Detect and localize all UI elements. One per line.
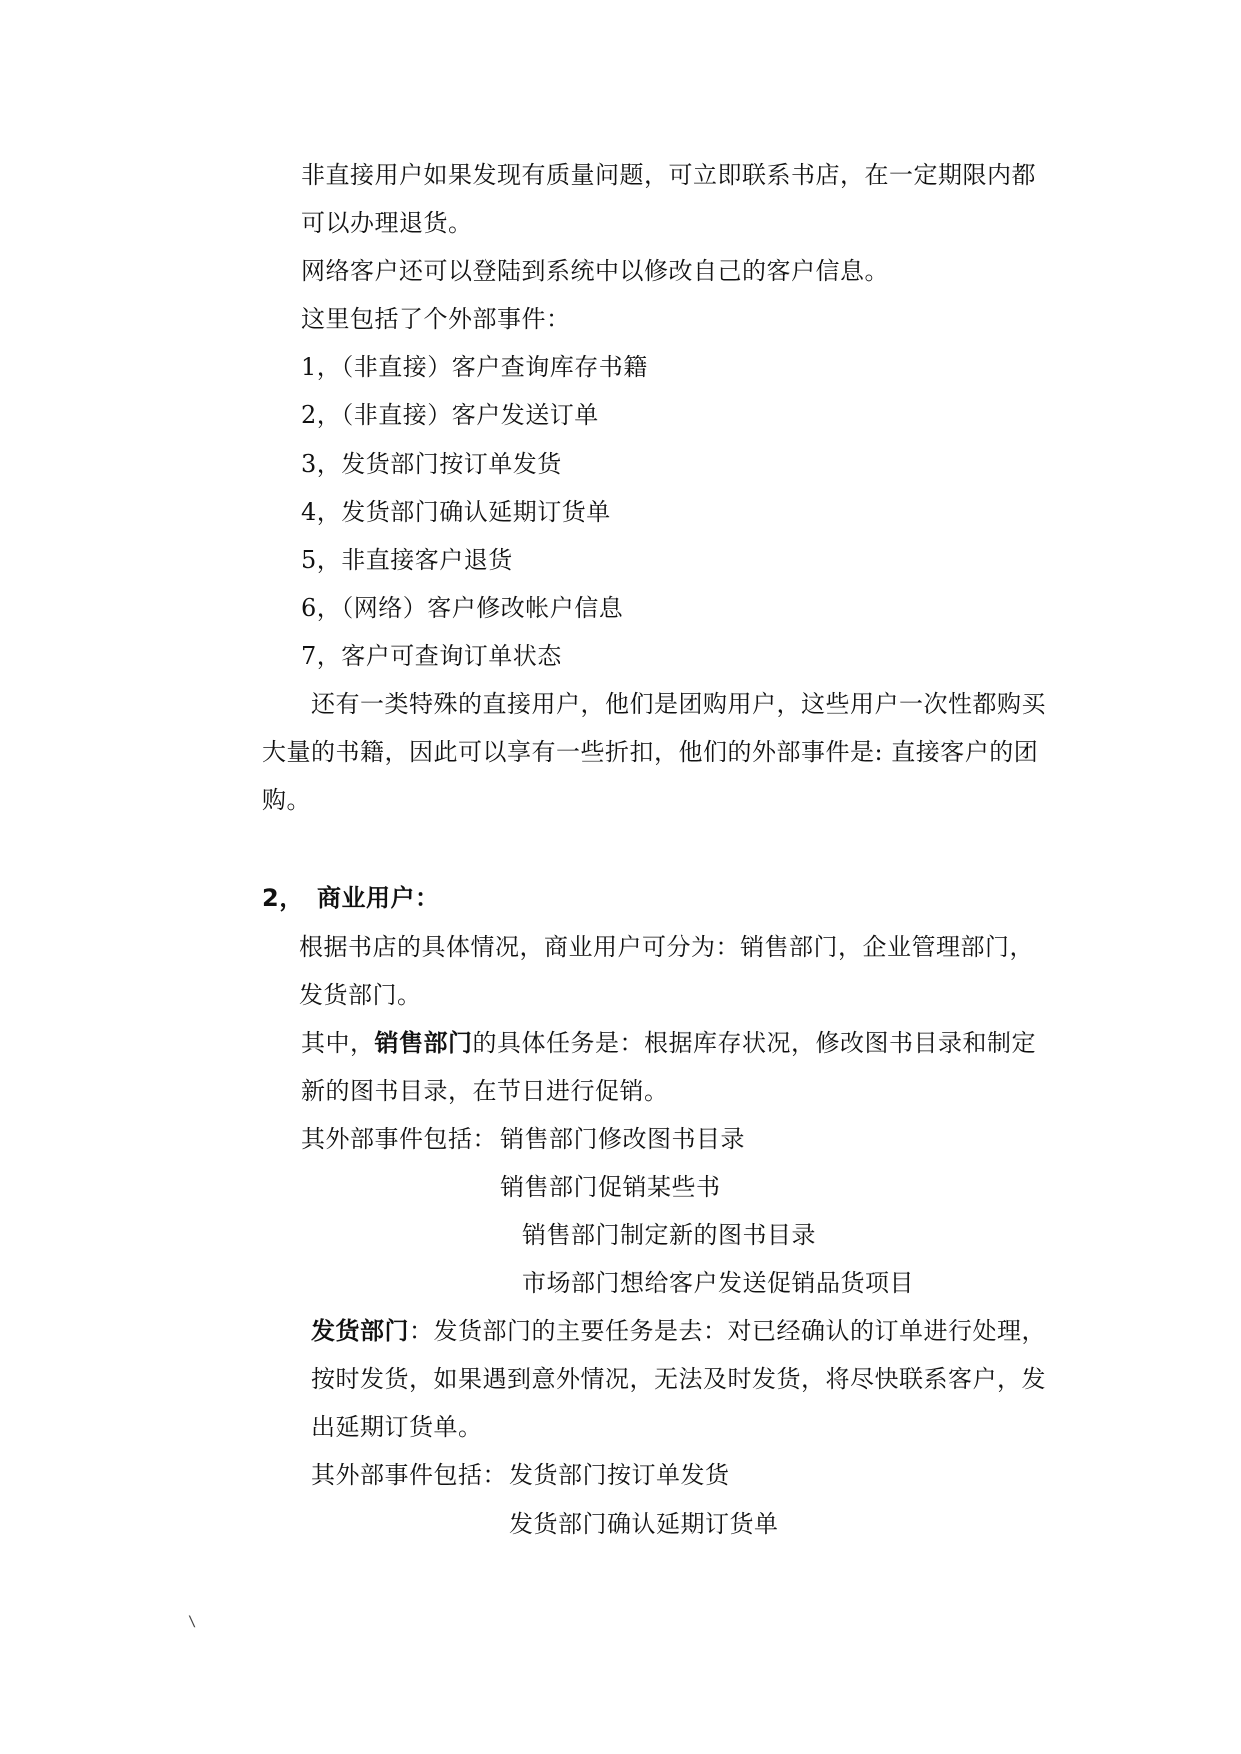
list-item: 市场部门想给客户发送促销品货项目 [522, 1269, 914, 1297]
events-label: 其外部事件包括： [301, 1125, 497, 1153]
paragraph-line: 还有一类特殊的直接用户，他们是团购用户，这些用户一次性都购买 [311, 690, 1046, 718]
footer-mark: \ [188, 1614, 197, 1630]
list-item: 销售部门修改图书目录 [500, 1125, 745, 1153]
paragraph-line: 大量的书籍，因此可以享有一些折扣，他们的外部事件是: 直接客户的团 [262, 738, 1039, 766]
paragraph-line: 这里包括了个外部事件： [301, 305, 571, 333]
paragraph-line: 出延期订货单。 [311, 1413, 483, 1441]
paragraph-line: 按时发货，如果遇到意外情况，无法及时发货，将尽快联系客户，发 [311, 1365, 1046, 1393]
list-item: 发货部门按订单发货 [509, 1461, 730, 1489]
section-heading: 商业用户： [317, 884, 440, 912]
list-item: 销售部门促销某些书 [500, 1173, 721, 1201]
text-segment: ：发货部门的主要任务是去：对已经确认的订单进行处理， [409, 1317, 1046, 1345]
list-item: 2，（非直接）客户发送订单 [301, 401, 599, 429]
paragraph-line: 根据书店的具体情况，商业用户可分为：销售部门，企业管理部门， [299, 933, 1034, 961]
paragraph-line: 购。 [262, 786, 311, 814]
list-item: 发货部门确认延期订货单 [509, 1510, 779, 1538]
list-item: 1，（非直接）客户查询库存书籍 [301, 353, 648, 381]
list-item: 3，发货部门按订单发货 [301, 450, 562, 478]
paragraph-line [311, 1316, 1046, 1346]
events-label: 其外部事件包括： [311, 1461, 507, 1489]
paragraph-line: 发货部门。 [299, 981, 422, 1009]
text-segment: 其中， [301, 1029, 375, 1057]
paragraph-line: 新的图书目录，在节日进行促销。 [301, 1077, 669, 1105]
text-segment: 的具体任务是：根据库存状况，修改图书目录和制定 [472, 1029, 1036, 1057]
paragraph-line: 非直接用户如果发现有质量问题，可立即联系书店，在一定期限内都 [301, 161, 1036, 189]
list-item: 6，（网络）客户修改帐户信息 [301, 594, 624, 622]
list-item: 4，发货部门确认延期订货单 [301, 498, 611, 526]
list-item: 7，客户可查询订单状态 [301, 642, 562, 670]
paragraph-line: 网络客户还可以登陆到系统中以修改自己的客户信息。 [301, 257, 889, 285]
paragraph-line: 可以办理退货。 [301, 209, 473, 237]
emphasis-text: 销售部门 [374, 1029, 473, 1057]
emphasis-text: 发货部门 [311, 1317, 409, 1345]
paragraph-line [301, 1028, 1036, 1058]
list-item: 5，非直接客户退货 [301, 546, 513, 574]
list-item: 销售部门制定新的图书目录 [522, 1221, 816, 1249]
section-number: 2， [262, 884, 304, 912]
